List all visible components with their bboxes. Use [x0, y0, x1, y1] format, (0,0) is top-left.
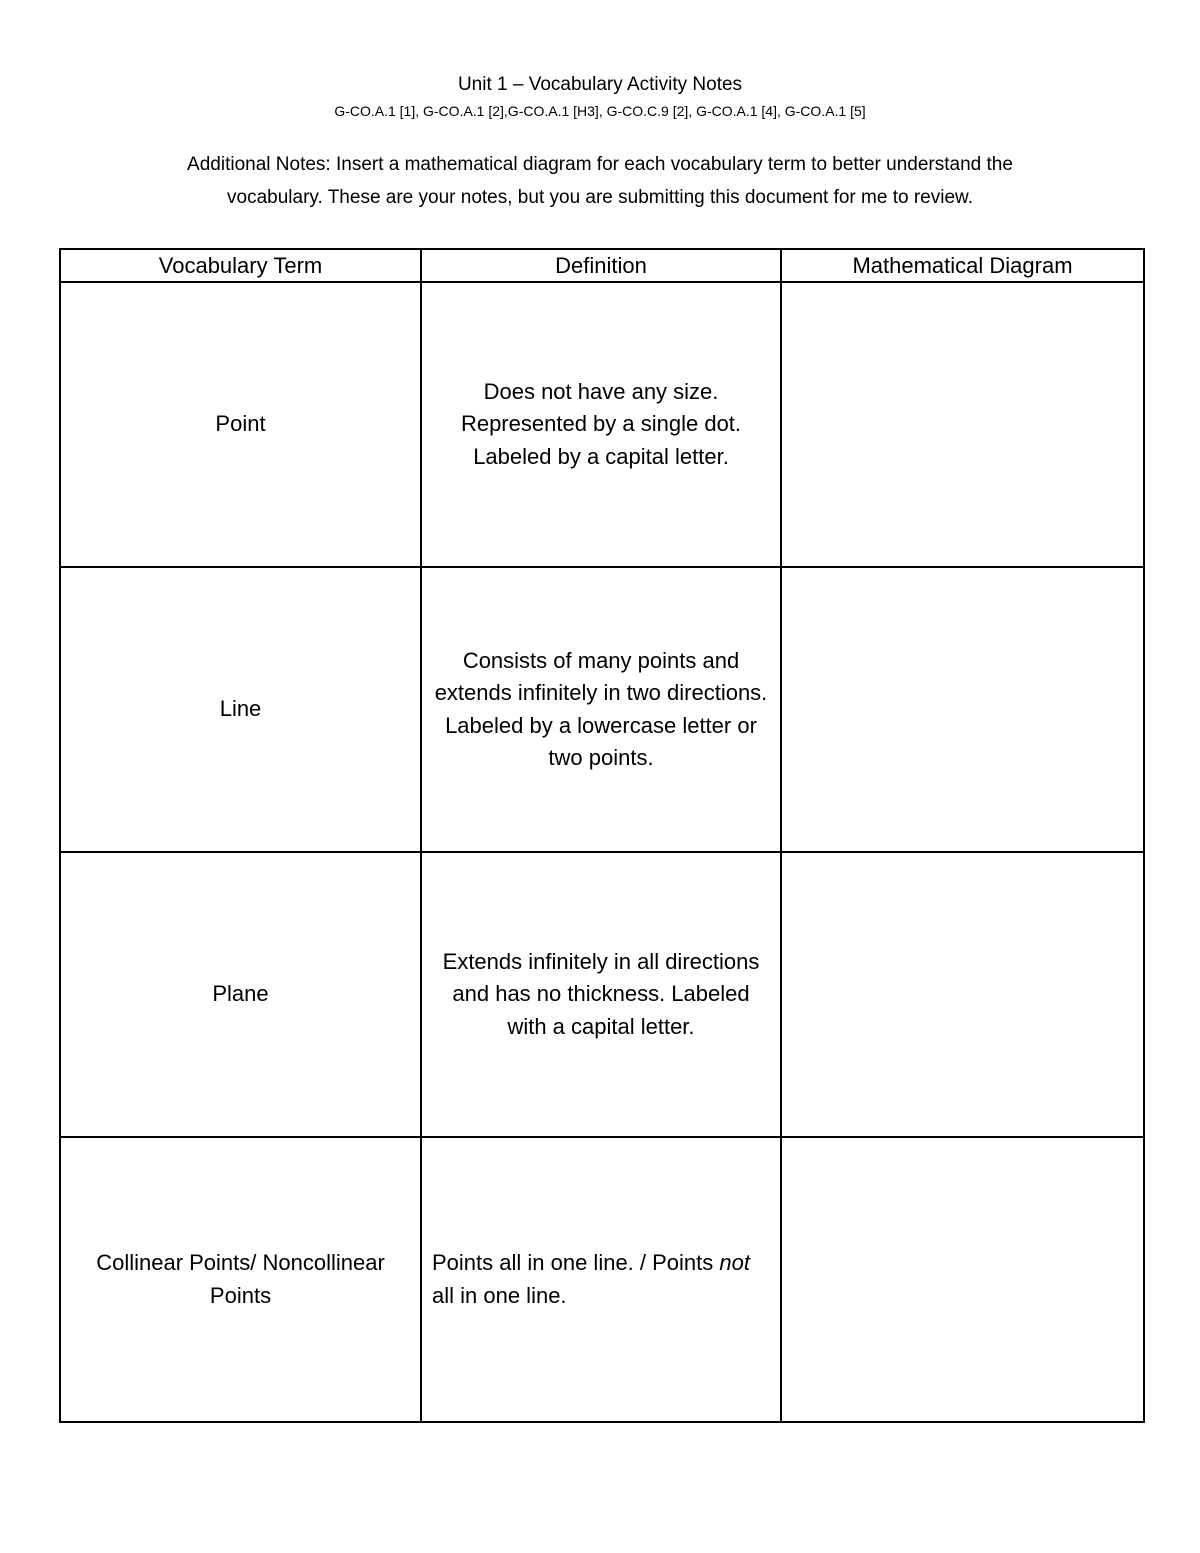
table-row	[60, 852, 1144, 1137]
additional-notes-line-2: vocabulary. These are your notes, but you are submitting this document for me to review.	[227, 187, 973, 208]
term-cell: Point	[60, 282, 421, 567]
definition-cell: Consists of many points and extends infinitely in two directions. Labeled by a lowercase letter or two points.	[421, 567, 781, 852]
document-header	[0, 70, 1200, 122]
term-cell: Line	[60, 567, 421, 852]
table-row	[60, 567, 1144, 852]
definition-text: all in one line.	[432, 1282, 567, 1308]
column-header-term: Vocabulary Term	[60, 249, 421, 282]
column-header-diagram: Mathematical Diagram	[781, 249, 1144, 282]
definition-cell: Does not have any size. Represented by a single dot. Labeled by a capital letter.	[421, 282, 781, 567]
definition-cell: Extends infinitely in all directions and has no thickness. Labeled with a capital letter.	[421, 852, 781, 1137]
definition-emphasis: not	[719, 1250, 750, 1275]
vocabulary-table	[59, 248, 1145, 1423]
diagram-cell[interactable]	[781, 567, 1144, 852]
table-header-row	[60, 249, 1144, 282]
additional-notes	[110, 148, 1090, 214]
definition-cell	[421, 1137, 781, 1422]
additional-notes-line-1: Additional Notes: Insert a mathematical diagram for each vocabulary term to better understand the	[187, 154, 1013, 175]
document-title: Unit 1 – Vocabulary Activity Notes	[457, 74, 743, 95]
diagram-cell[interactable]	[781, 282, 1144, 567]
term-cell: Collinear Points/ Noncollinear Points	[60, 1137, 421, 1422]
table-row	[60, 282, 1144, 567]
term-cell: Plane	[60, 852, 421, 1137]
standards-list: G-CO.A.1 [1], G-CO.A.1 [2],G-CO.A.1 [H3], G-CO.C.9 [2], G-CO.A.1 [4], G-CO.A.1 [5]	[334, 103, 866, 119]
table-row	[60, 1137, 1144, 1422]
diagram-cell[interactable]	[781, 852, 1144, 1137]
definition-text: Points all in one line. / Points	[432, 1250, 720, 1275]
column-header-definition: Definition	[421, 249, 781, 282]
diagram-cell[interactable]	[781, 1137, 1144, 1422]
